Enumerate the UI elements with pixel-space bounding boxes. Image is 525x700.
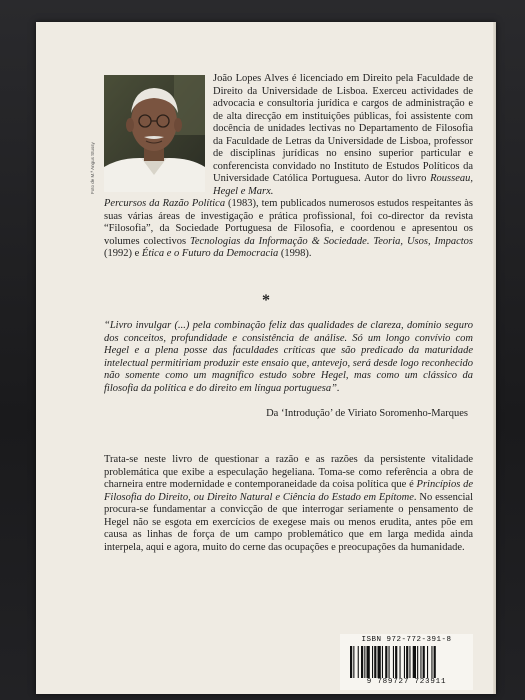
- book-back-cover: [36, 22, 496, 694]
- bio-text-a: João Lopes Alves é licenciado em Direito pela Faculdade de Direito da Universidade de Lisboa. Exerceu actividades de advocacia e consultoria jurídica e cargos de administração e de alta direcção em instituições públicas, foi assistente com docência de unidades lectivas no Departamento de Filosofia da Faculdade de Letras da Universidade de Lisboa, professor de disciplinas jurídicas no ensino superior particular e conferencista convidado no Instituto de Estudos Políticos da Universidade Católica Portuguesa. Autor do livro: [213, 73, 473, 184]
- bio-book-title-etica: Ética e o Futuro da Democracia: [141, 248, 279, 259]
- author-photo: [104, 75, 205, 192]
- quote-attribution: Da ‘Introdução’ de Viriato Soromenho-Marques: [266, 408, 468, 419]
- author-bio-top: [213, 73, 473, 198]
- bio-year-1992: (1992) e: [104, 248, 142, 259]
- blurb-text-a: Trata-se neste livro de questionar a razão e as razões da persistente vitalidade problemática que exibe a especulação hegeliana. Toma-se como referência a obra de charneira entre modernidade e contemporaneidade da coisa política que é: [104, 454, 473, 490]
- bio-book-title-rousseau-line2: Percursos da Razão Política: [104, 198, 226, 209]
- section-separator: *: [262, 292, 270, 309]
- barcode: [344, 646, 469, 678]
- author-bio-bottom: [104, 198, 473, 261]
- isbn-barcode-box: [340, 634, 473, 690]
- blurb-book-title: Princípios de Filosofia do Direito, ou Direito Natural e Ciência do Estado em Epítome: [104, 479, 473, 503]
- review-quote: “Livro invulgar (...) pela combinação feliz das qualidades de clareza, domínio seguro dos conceitos, profundidade e consistência de análise. Só um longo convívio com Hegel e a plena posse das faculdades críticas que são predicado da maturidade intelectual permitiriam produzir este ensaio que, antevejo, será desde logo reconhecido não somente como um magnífico estudo sobre Hegel, mas como um clássico da filosofia da política e do direito em língua portuguesa”.: [104, 320, 473, 394]
- blurb-text-b: . No essencial procura-se fundamentar a convicção de que interrogar seriamente o pensamento de Hegel não se esgota em exercícios de exegese mais ou menos erudita, antes põe em causa as linhas de força de um campo problemático que em larga medida ainda interpela, aqui e agora, muito do cerne das ocupações e preocupações da humanidade.: [104, 491, 474, 553]
- photo-credit: Foto de M.ª Angus Stussy: [90, 142, 95, 194]
- bio-year-1998: (1998).: [278, 248, 312, 259]
- bio-text-b: (1983), tem publicados numerosos estudos respeitantes às suas várias áreas de investigação e prática profissional, foi co-director da revista “Filosofia”, da Sociedade Portuguesa de Filosofia, e coordenou e apresentou os volumes colectivos: [104, 198, 473, 247]
- bio-book-title-tecnologias: Tecnologias da Informação & Sociedade. Teoria, Usos, Impactos: [189, 235, 473, 247]
- isbn-label: ISBN 972-772-391-8: [361, 636, 452, 644]
- bio-book-title-rousseau-line1: Rousseau, Hegel e Marx.: [213, 173, 473, 197]
- barcode-digits: 9 789727 723911: [366, 678, 447, 686]
- book-blurb: [104, 454, 473, 554]
